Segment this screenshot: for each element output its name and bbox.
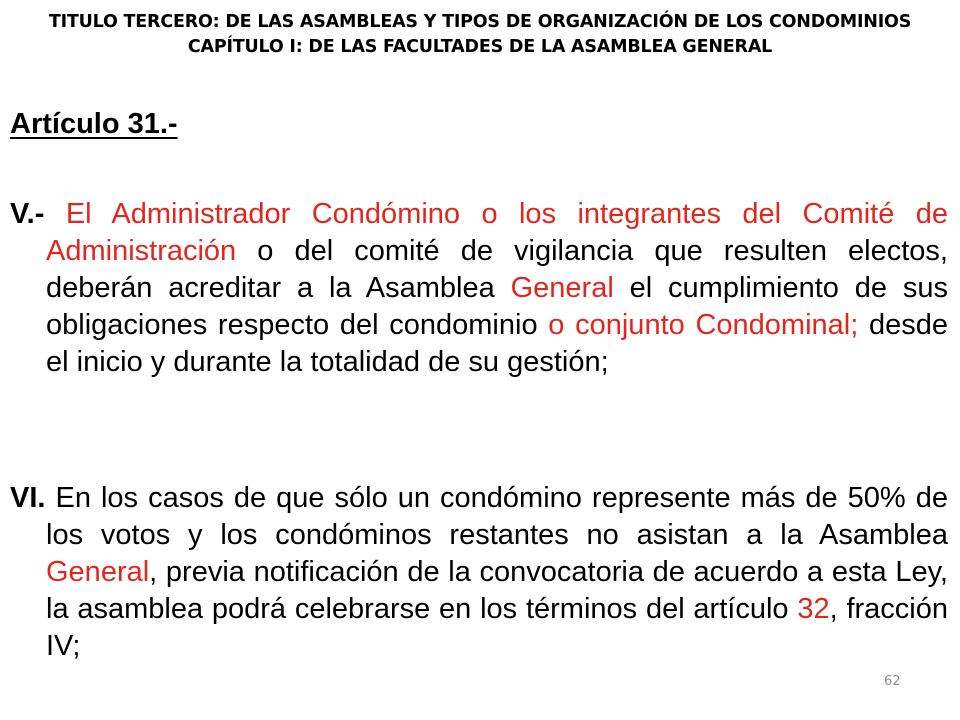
page-number: 62: [884, 674, 901, 689]
clause-text: desde el inicio y durante la totalidad de su gestión;: [46, 309, 948, 378]
clause-text: En los casos de que sólo un condómino represente más de 50% de los votos y los condóminos restantes no asistan a la Asamblea: [45, 482, 948, 551]
clause-text: , previa notificación de la convocatoria de acuerdo a esta Ley, la asamblea podrá celebrarse en los términos del artículo: [46, 556, 948, 625]
clause-number: V.-: [10, 198, 45, 230]
header-title-line: TITULO TERCERO: DE LAS ASAMBLEAS Y TIPOS DE ORGANIZACIÓN DE LOS CONDOMINIOS: [48, 12, 912, 32]
clause-text: o del comité de vigilancia que resulten electos, deberán acreditar a la Asamblea: [46, 235, 948, 304]
clause-text: el cumplimiento de sus obligaciones respecto del condominio: [46, 272, 948, 341]
clause-text: [44, 198, 65, 230]
highlighted-text: General: [46, 556, 150, 588]
article-title: Artículo 31.-: [10, 108, 178, 140]
highlighted-text: o conjunto Condominal;: [548, 309, 859, 341]
clause-vi: [10, 480, 948, 665]
clause-v: [10, 196, 948, 381]
slide-header: [0, 10, 960, 60]
header-chapter-line: CAPÍTULO I: DE LAS FACULTADES DE LA ASAMBLEA GENERAL: [187, 37, 773, 57]
highlighted-text: 32: [797, 593, 830, 625]
clause-text: , fracción IV;: [46, 593, 948, 662]
highlighted-text: El Administrador Condómino o los integrantes del Comité de Administración: [46, 198, 949, 267]
clause-number: VI.: [10, 482, 46, 514]
highlighted-text: General: [510, 272, 614, 304]
